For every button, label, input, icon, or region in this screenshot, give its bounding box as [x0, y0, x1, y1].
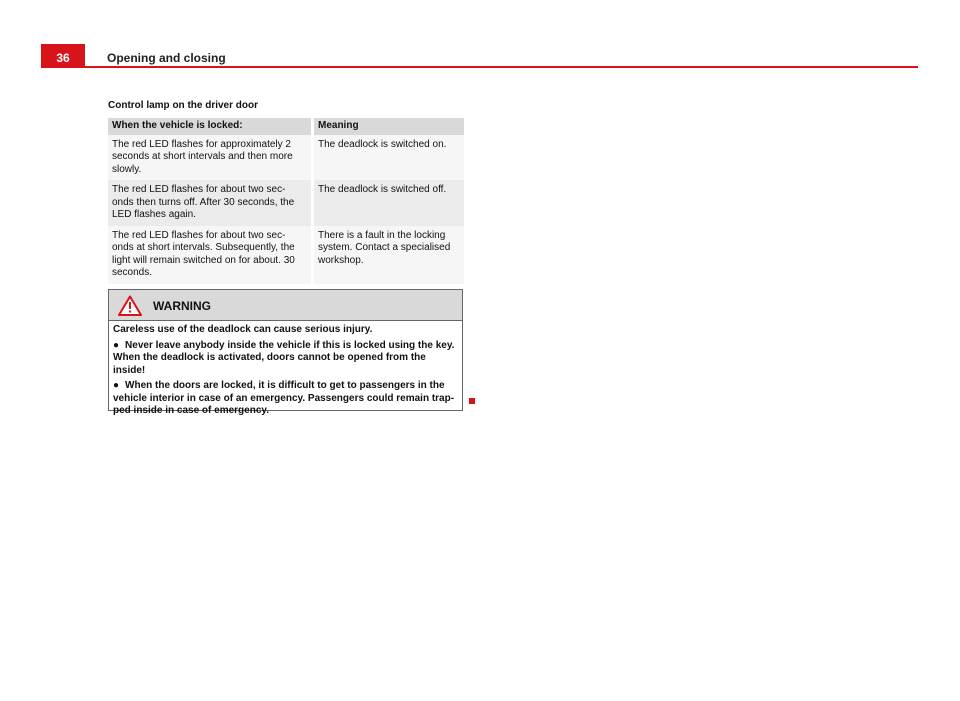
- column-header-meaning: Meaning: [314, 118, 464, 135]
- table-row: [108, 135, 464, 181]
- warning-item: [113, 340, 458, 378]
- meaning-cell: The deadlock is switched off.: [314, 180, 464, 226]
- warning-item-text: When the doors are locked, it is difficult to get to passengers in the vehicle interior in case of an emergency. Passengers could remain trap- ped inside in case of emergency.: [113, 380, 455, 416]
- header-divider: [85, 66, 918, 68]
- table-row: [108, 180, 464, 226]
- table-caption: Control lamp on the driver door: [108, 100, 259, 111]
- condition-cell: The red LED flashes for approximately 2 seconds at short intervals and then more slowly.: [108, 135, 314, 181]
- section-end-marker: [469, 398, 475, 404]
- warning-box: [108, 289, 463, 416]
- control-lamp-table: [108, 118, 464, 284]
- table-header-row: [108, 118, 464, 135]
- condition-cell: The red LED flashes for about two sec- onds then turns off. After 30 seconds, the LED flashes again.: [108, 180, 314, 226]
- meaning-cell: There is a fault in the locking system. Contact a specialised workshop.: [314, 226, 464, 284]
- column-header-condition: When the vehicle is locked:: [108, 118, 314, 135]
- warning-item: [113, 380, 458, 418]
- warning-body: [109, 321, 462, 418]
- table-row: [108, 226, 464, 284]
- page-number: 36: [41, 44, 85, 68]
- warning-item-text: Never leave anybody inside the vehicle if this is locked using the key. When the deadlock is activated, doors cannot be opened from the inside!: [113, 339, 455, 376]
- warning-header: [109, 290, 462, 321]
- section-title: Opening and closing: [107, 51, 226, 65]
- warning-intro: Careless use of the deadlock can cause serious injury.: [113, 324, 373, 335]
- warning-title: WARNING: [153, 299, 211, 313]
- warning-triangle-icon: [118, 295, 142, 316]
- bullet-icon: ●: [113, 380, 120, 391]
- bullet-icon: ●: [113, 339, 120, 351]
- page-header: [41, 44, 918, 68]
- meaning-cell: The deadlock is switched on.: [314, 135, 464, 181]
- condition-cell: The red LED flashes for about two sec- onds at short intervals. Subsequently, the light will remain switched on for about. 30 seconds.: [108, 226, 314, 284]
